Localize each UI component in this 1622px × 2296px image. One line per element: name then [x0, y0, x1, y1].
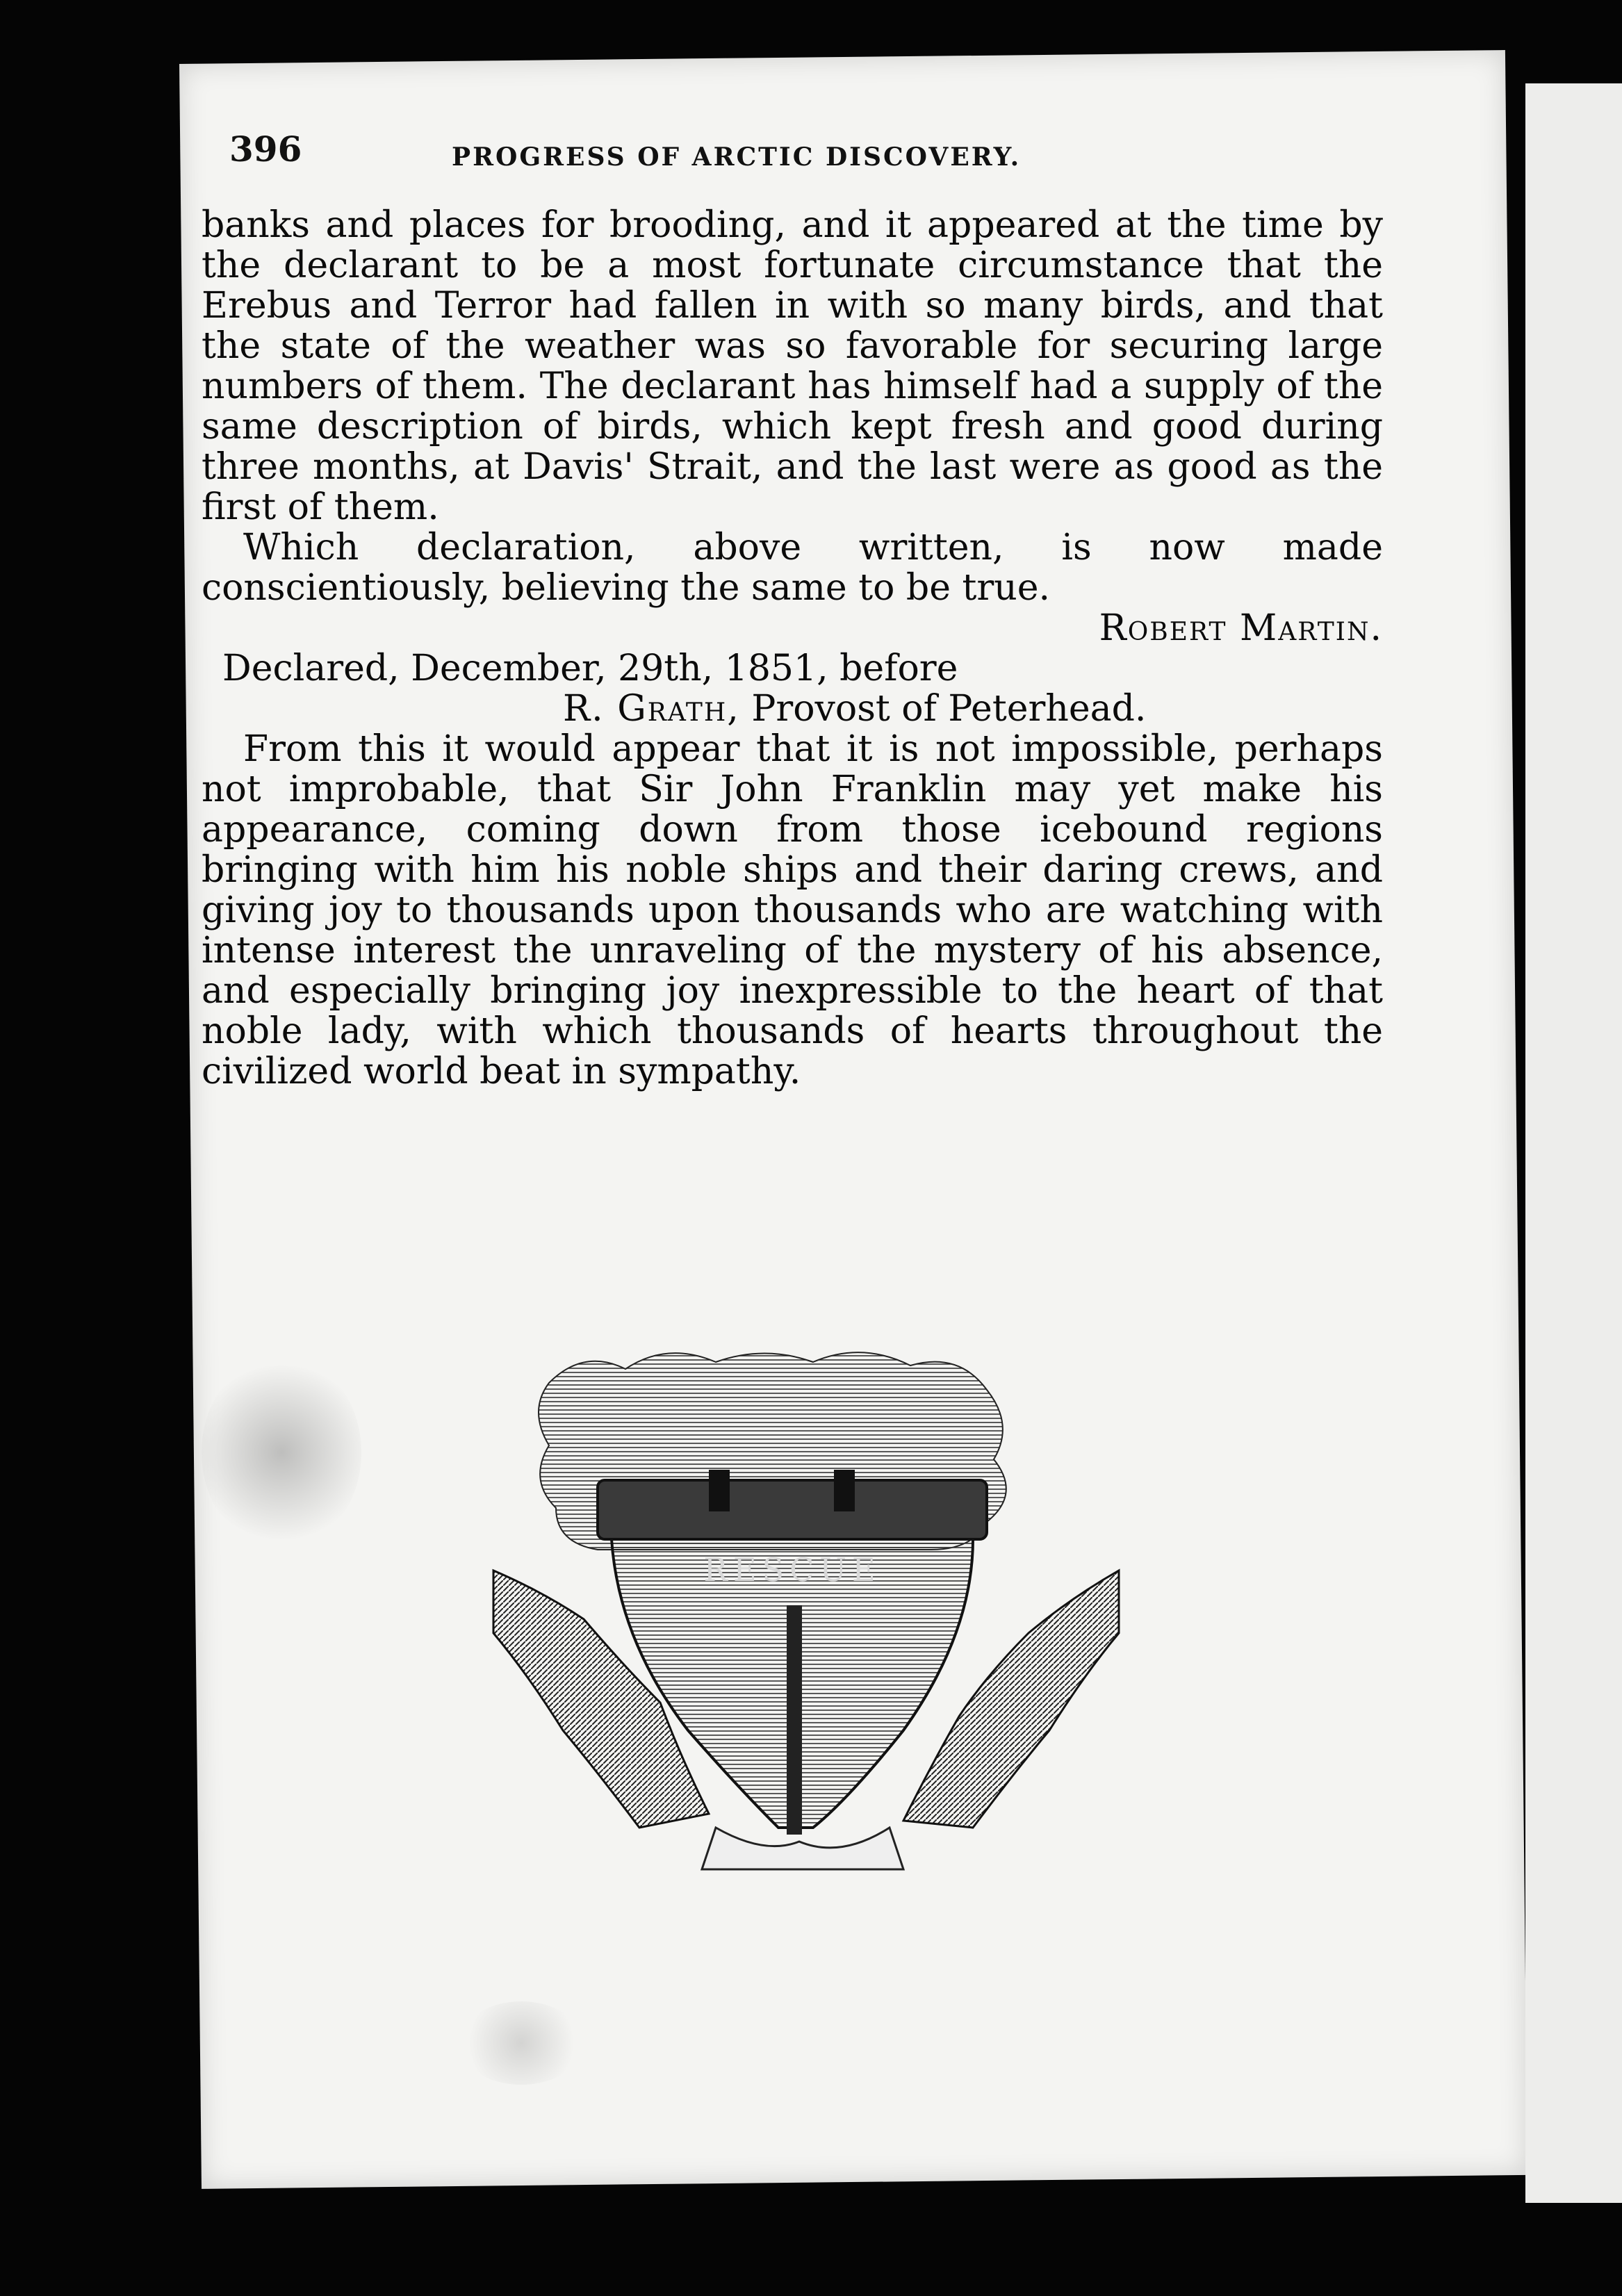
ice-foreground — [702, 1828, 903, 1869]
thumbprint-smudge — [202, 1355, 361, 1550]
declared-line: Declared, December, 29th, 1851, before — [222, 648, 958, 689]
attestation-line — [202, 689, 1383, 729]
boat-rudder — [787, 1605, 802, 1835]
declaration-paragraph: Which declaration, above written, is now made conscientiously, believing the same to be true. — [202, 527, 1383, 609]
page-number: 396 — [229, 129, 302, 170]
corner-smudge — [459, 2001, 584, 2085]
signature: Robert Martin. — [1099, 607, 1383, 649]
boat-thwart-2 — [834, 1470, 855, 1511]
page-header — [229, 129, 1376, 184]
paragraph-continued: banks and places for brooding, and it appeared at the time by the declarant to be a most fortunate circumstance that the Erebus and Terror had fallen in with so many birds, and that the state of the weather was so favorable for securing large numbers of them. The declarant has himself had a supply of the same description of birds, which kept fresh and good during three months, at Davis' Strait, and the last were as good as the first of them. — [202, 204, 1383, 528]
rescue-boat-engraving — [486, 1341, 1126, 1897]
boat-name: RESCUE — [703, 1551, 881, 1589]
boat-thwart-1 — [709, 1470, 730, 1511]
facing-page-edge — [1525, 83, 1622, 2203]
running-head: PROGRESS OF ARCTIC DISCOVERY. — [452, 142, 1022, 172]
attest-title: Provost of Peterhead. — [739, 688, 1147, 730]
body-text — [202, 205, 1383, 1092]
closing-paragraph: From this it would appear that it is not impossible, perhaps not improbable, that Sir John Franklin may yet make his appearance, coming down from those icebound regions bringing with him his noble ships and their daring crews, and giving joy to thousands upon thousands who are watching with intense interest the unraveling of the mystery of his absence, and especially bringing joy inexpressible to the heart of that noble lady, with which thousands of hearts throughout the civilized world beat in sympathy. — [202, 728, 1383, 1092]
attest-name: R. Grath, — [563, 688, 740, 730]
boat-gunwale — [598, 1480, 987, 1539]
